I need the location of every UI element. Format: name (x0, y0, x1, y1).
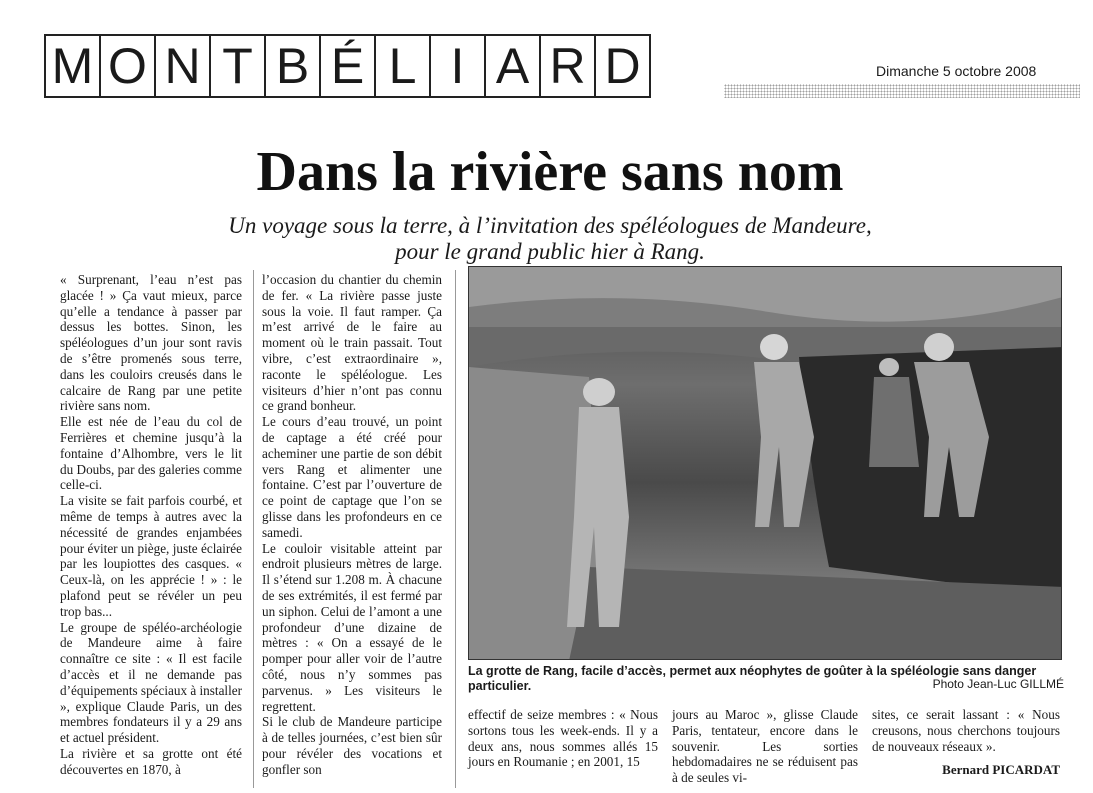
dateline: Dimanche 5 octobre 2008 (876, 63, 1037, 79)
masthead (44, 34, 649, 98)
paragraph: Le couloir visitable atteint par endroit plusieurs mètres de large. Il s’étend sur 1.208 m. À chacune de ses extrémités, il est fermé par un siphon. Celui de l’amont a une profondeur d’une dizaine de mètres : « On a essayé de le pomper pour aller voir de l’autre côté, nous n’y sommes pas parvenus. » Les visiteurs le regrettent. (262, 540, 442, 714)
masthead-letter: N (154, 34, 211, 98)
dotted-rule (724, 84, 1080, 98)
subheadline-line-2: pour le grand public hier à Rang. (395, 239, 705, 264)
masthead-letter: O (99, 34, 156, 98)
subheadline (150, 213, 950, 265)
subheadline-line-1: Un voyage sous la terre, à l’invitation des spéléologues de Mandeure, (228, 213, 872, 238)
masthead-letter: R (539, 34, 596, 98)
photo-credit: Photo Jean-Luc GILLMÉ (932, 677, 1064, 691)
headline: Dans la rivière sans nom (256, 141, 844, 203)
masthead-letter: É (319, 34, 376, 98)
paragraph: « Surprenant, l’eau n’est pas glacée ! » Ça vaut mieux, parce qu’elle a tendance à passer par dessus les bottes. Sinon, les spéléologues d’un jour sont ravis de s’être promenés sous terre, dans les couloirs creusés dans le calcaire de Rang par une petite rivière sans nom. (60, 272, 242, 414)
masthead-letter: M (44, 34, 101, 98)
masthead-letter: T (209, 34, 266, 98)
article-column-2 (262, 272, 442, 778)
paragraph: La rivière et sa grotte ont été découvertes en 1870, à (60, 745, 242, 777)
paragraph: Le cours d’eau trouvé, un point de captage a été créé pour acheminer une partie de son débit vers Rang et alimenter une fontaine. C’est par l’ouverture de ce point de captage que l’on se glisse dans les profondeurs en ce samedi. (262, 414, 442, 540)
article-column-3: effectif de seize membres : « Nous sortons tous les week-ends. Il y a deux ans, nous sommes allés 15 jours en Roumanie ; en 2001, 15 (468, 707, 658, 770)
column-divider (455, 270, 456, 788)
masthead-letter: I (429, 34, 486, 98)
byline: Bernard PICARDAT (942, 762, 1060, 777)
masthead-letter: A (484, 34, 541, 98)
masthead-letter: B (264, 34, 321, 98)
article-column-4: jours au Maroc », glisse Claude Paris, tentateur, encore dans le souvenir. Les sorties hebdomadaires ne se réduisent pas à de seules vi- (672, 707, 858, 786)
cave-photo-illustration (469, 267, 1062, 660)
photo-caption: La grotte de Rang, facile d’accès, permet aux néophytes de goûter à la spéléologie sans danger particulier. (468, 664, 1037, 693)
masthead-letter: L (374, 34, 431, 98)
paragraph: Le groupe de spéléo-archéologie de Mandeure aime à faire connaître ce site : « Il est facile d’accès et il ne demande pas d’équipements spéciaux à installer », explique Claude Paris, un des membres fondateurs il y a 29 ans et actuel président. (60, 619, 242, 746)
paragraph: Elle est née de l’eau du col de Ferrières et chemine jusqu’à la fontaine d’Alhombre, vers le lit du Doubs, par des galeries comme celle-ci. (60, 414, 242, 493)
paragraph: Si le club de Mandeure participe à de telles journées, c’est bien sûr pour révéler des vocations et gonfler son (262, 714, 442, 777)
paragraph: l’occasion du chantier du chemin de fer. « La rivière passe juste sous la voie. Il faut ramper. Ça m’est arrivé de le faire au moment où le train passait. Tout vibre, c’est extraordinaire », raconte le spéléologue. Les visiteurs d’hier n’ont pas connu ce grand bonheur. (262, 272, 442, 414)
article-column-1 (60, 272, 242, 778)
cave-photo (468, 266, 1062, 660)
column-divider (253, 270, 254, 788)
article-column-5: sites, ce serait lassant : « Nous creusons, nous cherchons toujours de nouveaux réseaux ». (872, 707, 1060, 754)
masthead-letter: D (594, 34, 651, 98)
paragraph: La visite se fait parfois courbé, et même de temps à autres avec la nécessité de grandes enjambées pour éviter un piège, juste éclairée par les loupiottes des casques. « Ceux-là, on les apprécie ! » : le plafond peut se révéler un peu trop bas... (60, 493, 242, 619)
